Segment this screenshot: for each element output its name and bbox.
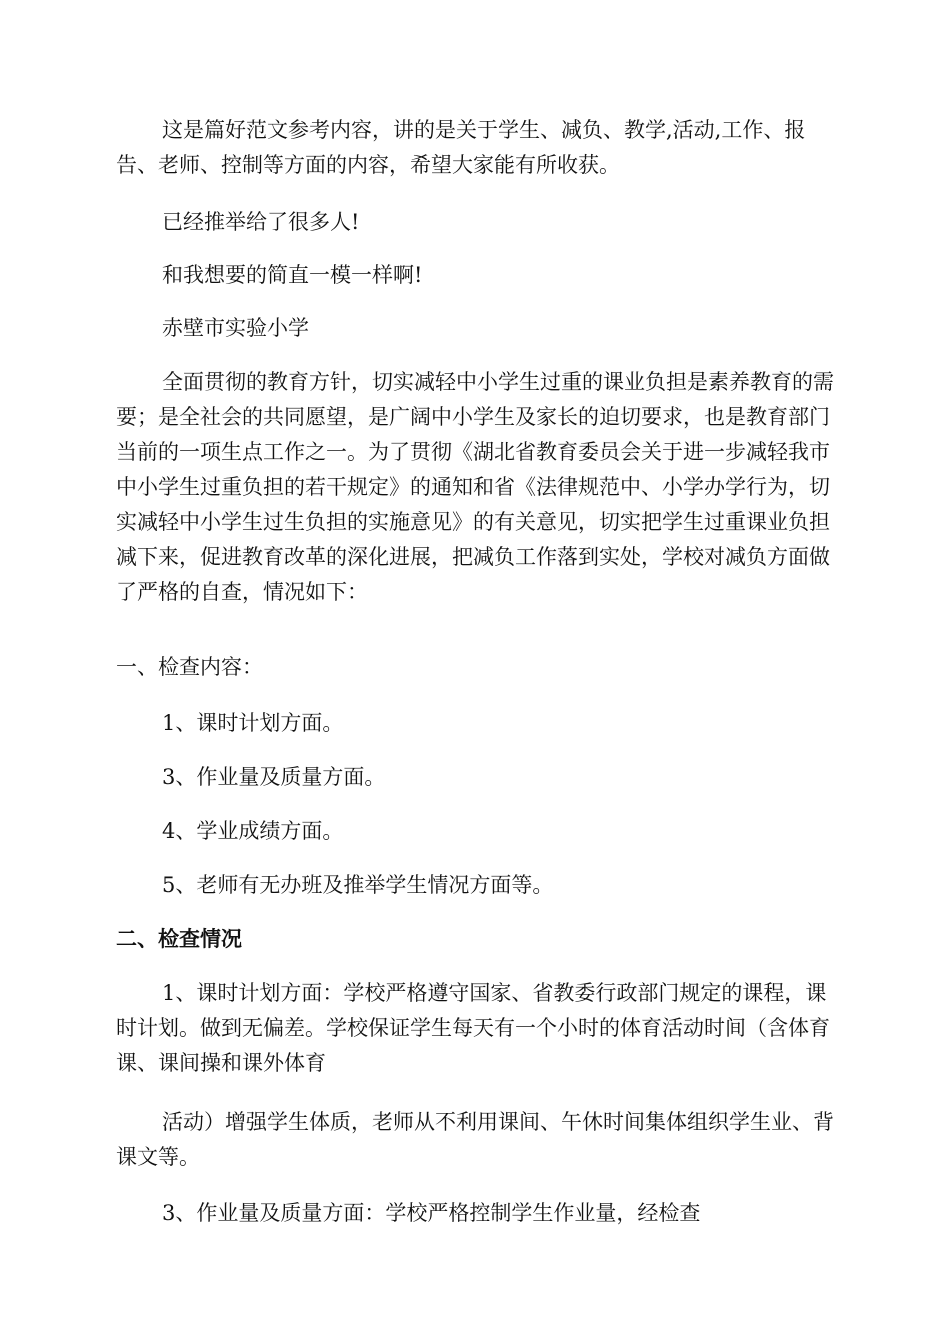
section-1-heading: 一、检查内容： <box>116 655 263 679</box>
intro-paragraph: 这是篇好范文参考内容，讲的是关于学生、减负、教学,活动,工作、报告、老师、控制等方面的内容，希望大家能有所收获。 <box>116 118 806 177</box>
section-2-heading: 二、检查情况 <box>116 927 242 951</box>
comment-line-2: 和我想要的简直一模一样啊! <box>162 263 423 287</box>
body-paragraph: 全面贯彻的教育方针，切实减轻中小学生过重的课业负担是素养教育的需要；是全社会的共同愿望，是广阔中小学生及家长的迫切要求，也是教育部门当前的一项生点工作之一。为了贯彻《湖北省教育委员会关于进一步减轻我市中小学生过重负担的若干规定》的通知和省《法律规范中、小学办学行为，切实减轻中小学生过生负担的实施意见》的有关意见，切实把学生过重课业负担减下来，促进教育改革的深化进展，把减负工作落到实处，学校对减负方面做了严格的自查，情况如下： <box>116 370 834 604</box>
school-name: 赤壁市实验小学 <box>162 316 309 340</box>
comment-line-1: 已经推举给了很多人! <box>162 210 360 234</box>
section-1-item: 1、课时计划方面。 <box>162 711 344 735</box>
section-1-item: 4、学业成绩方面。 <box>162 819 344 843</box>
section-1-item: 5、老师有无办班及推举学生情况方面等。 <box>162 873 554 897</box>
section-1-item: 3、作业量及质量方面。 <box>162 765 386 789</box>
section-2-paragraph-2: 活动）增强学生体质，老师从不利用课间、午休时间集体组织学生业、背课文等。 <box>116 1110 834 1169</box>
section-2-paragraph-1: 1、课时计划方面：学校严格遵守国家、省教委行政部门规定的课程，课时计划。做到无偏差。学校保证学生每天有一个小时的体育活动时间（含体育课、课间操和课外体育 <box>116 981 830 1075</box>
section-2-paragraph-3: 3、作业量及质量方面：学校严格控制学生作业量，经检查 <box>162 1201 701 1225</box>
